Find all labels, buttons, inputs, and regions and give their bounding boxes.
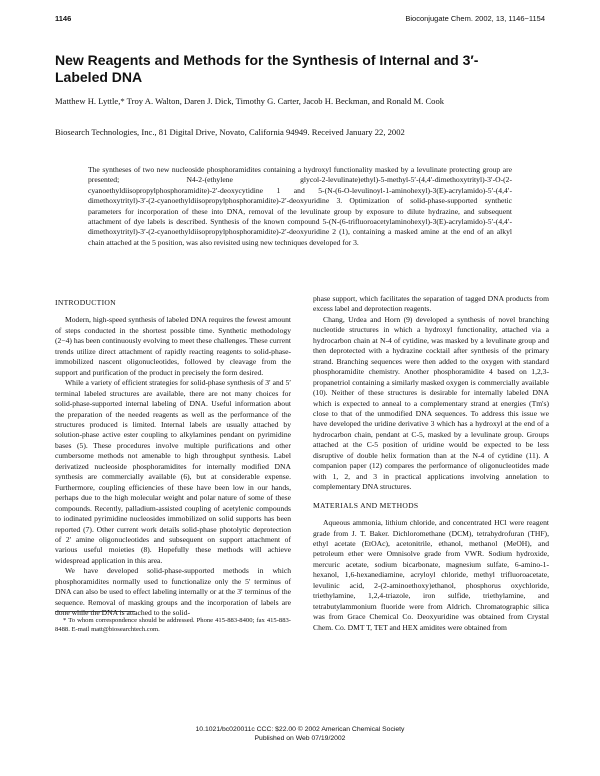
section-heading-introduction: INTRODUCTION — [55, 298, 116, 307]
affiliation: Biosearch Technologies, Inc., 81 Digital Drive, Novato, California 94949. Received January 22, 2002 — [55, 127, 405, 137]
correspondence-footnote: * To whom correspondence should be addressed. Phone 415-883-8400; fax 415-883-8488. E-mail matt@biosearchtech.com. — [55, 617, 291, 633]
right-column — [313, 294, 549, 633]
article-title: New Reagents and Methods for the Synthesis of Internal and 3′-Labeled DNA — [55, 52, 479, 85]
journal-citation: Bioconjugate Chem. 2002, 13, 1146−1154 — [405, 14, 545, 23]
abstract: The syntheses of two new nucleoside phosphoramidites containing a hydroxyl functionality masked by a levulinate protecting group are presented; N4-2-(ethylene glycol-2-levulinate)ethyl)-5-methyl-5′-(4,4′-dimethoxytrityl)-3′-O-(2-cyanoethyldiisopropylphosphoramidite)-2′-deoxycytidine 1 and 5-(N-(6-O-levulinoyl-1-aminohexyl)-3(E)-acrylamido)-5′-(4,4′-dimethoxytrityl)-3′-(2-cyanoethyldiisopropylphosphoramidite)-2′-deoxyuridine 3. Optimization of solid-phase-supported synthetic parameters for incorporation of these into DNA, removal of the levulinate group by exposure to dilute hydrazine, and subsequent attachment of dye labels is described. Synthesis of the known compound 5-(N-(6-trifluoroacetylaminohexyl)-3(E)-acrylamido)-5′-(4,4′-dimethoxytrityl)-3′-(2-cyanoethyldiisopropylphosphoramidite)-2′-deoxyuridine 2 (1), containing a masked amine at the end of an alkyl chain attached at the 5 position, was also revisited using new techniques developed for 3. — [88, 165, 512, 247]
doi-line: 10.1021/bc020011c CCC: $22.00 © 2002 American Chemical Society — [195, 726, 405, 733]
paragraph: Modern, high-speed synthesis of labeled DNA requires the fewest amount of steps conducted in the shortest possible time. Synthetic methodology (2−4) has been continuously evolving to meet these challenges. These current trends utilize direct attachment of rapidly reacting reagents to solid-phase-immobilized nascent oligonucleotides, followed by cleavage from the support and purification of the product in precisely the form desired. — [55, 315, 291, 377]
footnote-rule — [55, 611, 135, 612]
paragraph: Aqueous ammonia, lithium chloride, and concentrated HCl were reagent grade from J. T. Baker. Dichloromethane (DCM), tetrahydrofuran (THF), ethyl acetate (EtOAc), acetonitrile, ethanol, methanol (MeOH), and petroleum ether were Omnisolve grade from VWR. Sodium hydroxide, mercuric acetate, sodium bicarbonate, magnesium sulfate, 6-amino-1-hexanol, 1,6-hexanediamine, acryloyl chloride, methyl trifluoroacetate, levulinic acid, 2-(2-aminoethoxy)ethanol, phosphorus oxychloride, triethylamine, 1,2,4-triazole, iron sulfide, triethylamine, and tetrabutylammonium fluoride were from Aldrich. Chromatographic silica was from Grace Chemical Co. Deoxyuridine was obtained from Crystal Chem. Co. DMT T, TET and HEX amidites were obtained from — [313, 518, 549, 632]
published-line: Published on Web 07/19/2002 — [254, 735, 346, 742]
paragraph: Chang, Urdea and Horn (9) developed a synthesis of novel branching nucleotide structures in which a hydroxyl functionality, attached via a hydrocarbon chain at N-4 of cytidine, was masked by a levulinate group and then deprotected with a hydrazine cocktail after synthesis of the primary strand. Branching sequences were then added to the oxygen with standard phosphoramidite chemistry. Another phosphoramidite 4 based on 1,2,3-propanetriol containing a similarly masked oxygen is commercially available (10). Neither of these structures is desirable for internally labeled DNA which is expected to anneal to a complementary strand at energies (Tm's) close to that of the unmodified DNA sequences. To address this issue we have developed the uridine derivative 3 which has a hydroxyl at the end of a hydrocarbon chain, pendant at C-5, masked by a levulinate group. Groups attached at the C-5 position of uridine would be expected to be less disruptive of double helix formation than at the N-4 of cytidine (11). A companion paper (12) compares the performance of oligonucleotides made with 1, 2, and 3 in practical applications involving annelation to complementary DNA structures. — [313, 314, 549, 492]
paragraph: While a variety of efficient strategies for solid-phase synthesis of 3′ and 5′ terminal labeled structures are available, there are not many choices for solid-phase-supported internal labeling of DNA. Useful information about the preparation of the needed reagents as well as the performance of the structures produced is limited. Internal labels are usually attached by solution-phase active ester coupling to alkylamines pendant on pyrimidine bases (5). These procedures involve multiple purifications and other cumbersome methods not amenable to high throughput synthesis. Label derivatized nucleoside phosphoramidites for internally modified DNA synthesis are commercially available (6), but at considerable expense. Furthermore, coupling efficiencies of these have been low in our hands, perhaps due to the high molecular weight and polar nature of some of these compounds. Recently, palladium-assisted coupling of acetylenic compounds to iodinated pyrimidine nucleosides immobilized on solid supports has been reported (7). Other current work details solid-phase photolytic deprotection of 2′ amine oligonucleotides and subsequent on support attachment of various useful moieties (8). Hopefully these methods will achieve widespread application in this area. — [55, 378, 291, 565]
paragraph: phase support, which facilitates the separation of tagged DNA products from excess label and deprotection reagents. — [313, 294, 549, 314]
section-heading-materials-methods: MATERIALS AND METHODS — [313, 500, 419, 510]
paragraph: We have developed solid-phase-supported methods in which phosphoramidites normally used to functionalize only the 5′ terminus of DNA can also be used to effect labeling internally or at the 3′ terminus of the sequence. Removal of masking groups and the incorporation of labels are done while the DNA is attached to the solid- — [55, 566, 291, 618]
running-header — [55, 14, 545, 26]
author-list: Matthew H. Lyttle,* Troy A. Walton, Daren J. Dick, Timothy G. Carter, Jacob H. Beckman, and Ronald M. Cook — [55, 96, 445, 106]
left-column — [55, 298, 291, 619]
page-number: 1146 — [55, 14, 72, 23]
